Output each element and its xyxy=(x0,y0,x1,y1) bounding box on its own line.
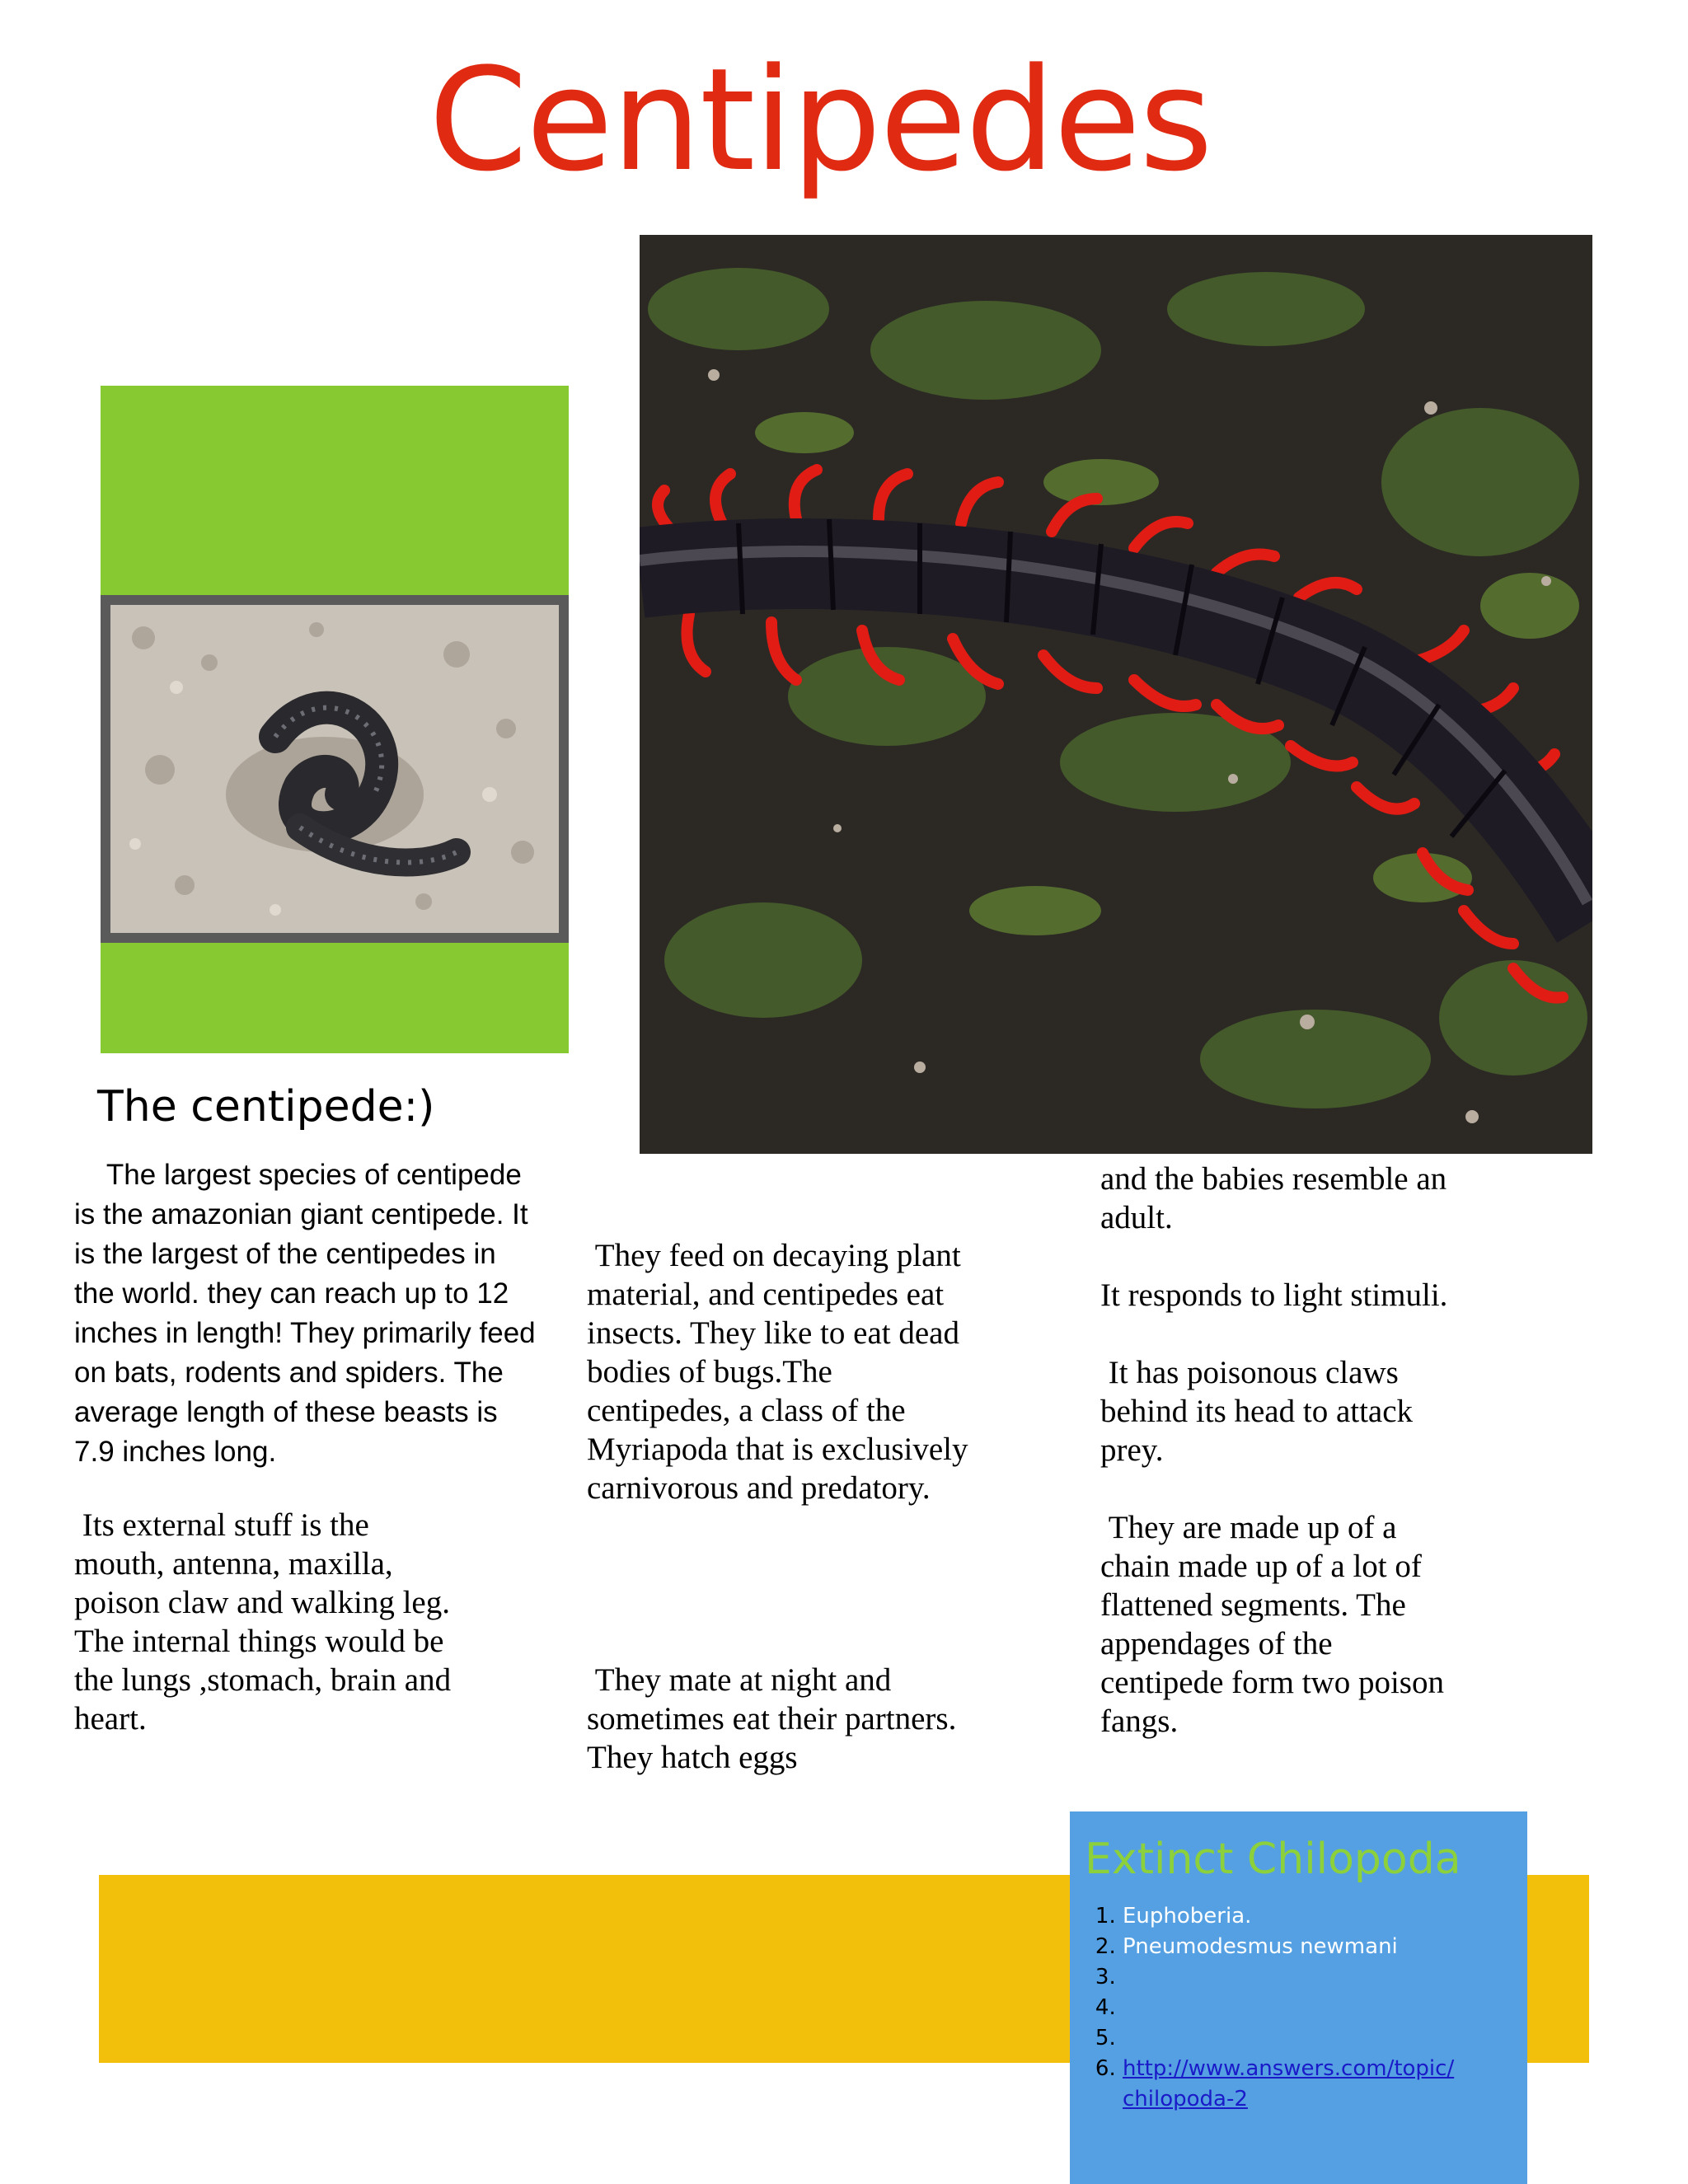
section-subheading: The centipede:) xyxy=(97,1082,435,1132)
list-item-text: Pneumodesmus newmani xyxy=(1123,1934,1398,1960)
column-3-paragraph-2: It responds to light stimuli. xyxy=(1100,1277,1448,1313)
list-item xyxy=(1123,2023,1511,2054)
list-item xyxy=(1123,1962,1511,1993)
centipede-photo xyxy=(640,235,1592,1154)
column-2-text-lower xyxy=(587,1661,974,1777)
column-3-paragraph-4: They are made up of a chain made up of a lot of flattened segments. The appendages of the centipede form two poison fangs. xyxy=(1100,1510,1452,1739)
list-item-text: Euphoberia. xyxy=(1123,1904,1252,1929)
column-2-text xyxy=(587,1236,977,1507)
column-3-paragraph-3: It has poisonous claws behind its head to attack prey. xyxy=(1100,1355,1421,1468)
list-item xyxy=(1123,1901,1511,1932)
list-item xyxy=(1123,1932,1511,1962)
page-title: Centipedes xyxy=(429,37,1212,203)
column-1-text xyxy=(74,1155,544,1472)
extinct-chilopoda-heading: Extinct Chilopoda xyxy=(1085,1835,1461,1884)
extinct-chilopoda-list xyxy=(1085,1901,1511,2115)
column-1-paragraph-2: Its external stuff is the mouth, antenna, maxilla, poison claw and walking leg. The internal things would be the lungs ,stomach, brain and heart. xyxy=(74,1507,459,1736)
column-1-paragraph-1: The largest species of centipede is the amazonian giant centipede. It is the largest of the centipedes in the world. they can reach up to 12 inches in length! They primarily feed on bats, rodents and spiders. The average length of these beasts is 7.9 inches long. xyxy=(74,1159,544,1468)
column-1-text-lower xyxy=(74,1506,462,1738)
list-item xyxy=(1123,2054,1511,2115)
source-link[interactable]: http://www.answers.com/topic/ chilopoda-2 xyxy=(1123,2056,1455,2112)
millipede-photo xyxy=(101,595,569,943)
extinct-chilopoda-box xyxy=(1070,1811,1527,2184)
column-3-text xyxy=(1100,1160,1463,1741)
list-item xyxy=(1123,1993,1511,2023)
column-2-paragraph-1: They feed on decaying plant material, and centipedes eat insects. They like to eat dead bodies of bugs.The centipedes, a class of the Myriapoda that is exclusively carnivorous and predatory. xyxy=(587,1238,977,1506)
column-3-paragraph-1: and the babies resemble an adult. xyxy=(1100,1161,1455,1235)
column-2-paragraph-2: They mate at night and sometimes eat their partners. They hatch eggs xyxy=(587,1662,964,1775)
centipede-image xyxy=(640,235,1592,1154)
millipede-image xyxy=(110,605,559,933)
